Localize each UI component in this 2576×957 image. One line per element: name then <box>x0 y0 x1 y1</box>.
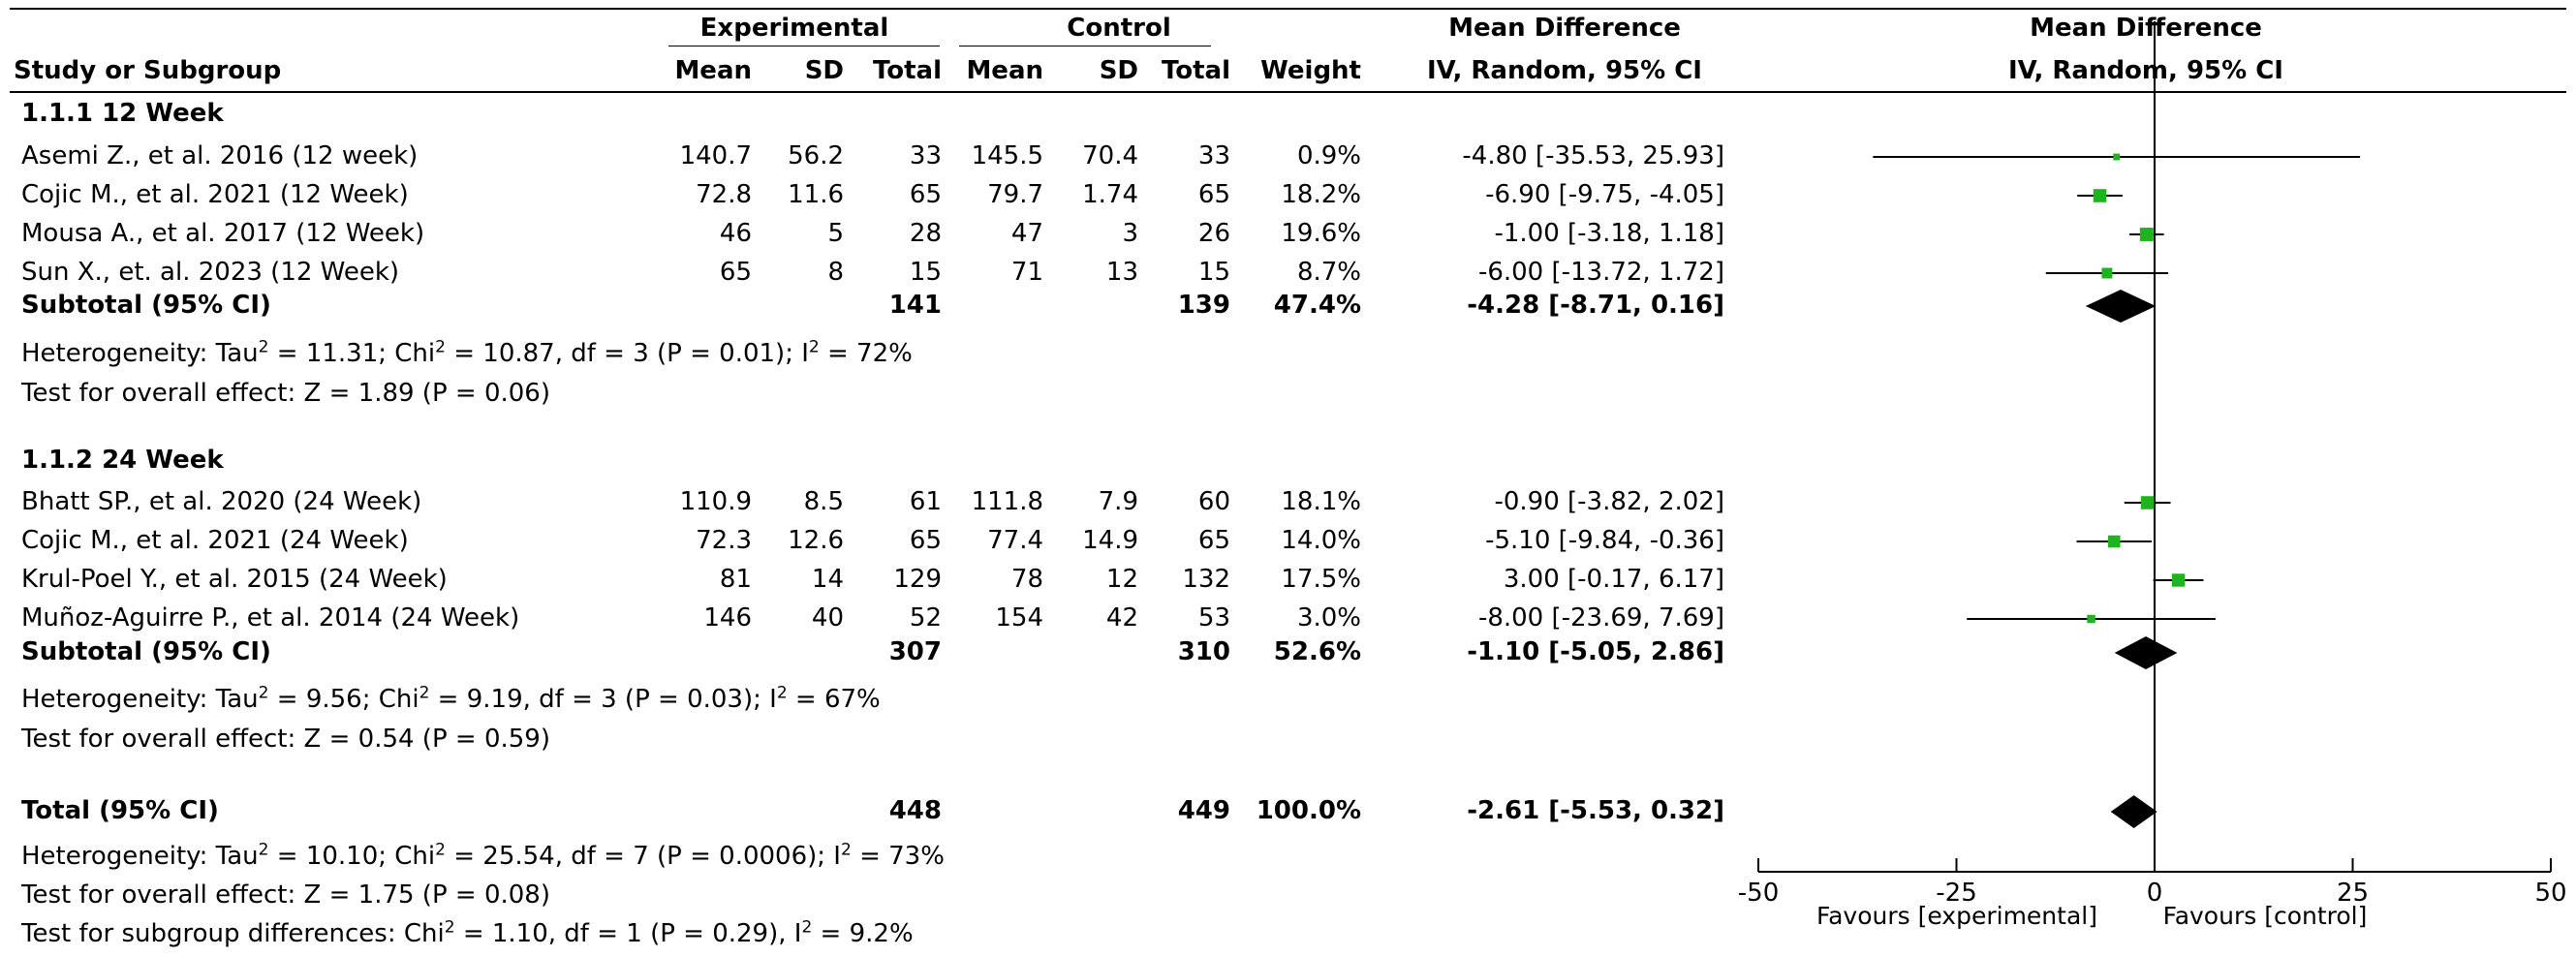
ci-text: -8.00 [-23.69, 7.69] <box>1477 603 1724 633</box>
exp-total: 61 <box>909 487 942 516</box>
ctl-total: 132 <box>1182 565 1230 594</box>
exp-sd: 8 <box>827 258 844 287</box>
ctl-mean: 78 <box>1010 565 1043 594</box>
exp-mean: 65 <box>719 258 752 287</box>
subtotal-ci-text: -4.28 [-8.71, 0.16] <box>1467 291 1724 320</box>
ctl-sd: 13 <box>1105 258 1138 287</box>
subtotal-exp-total: 307 <box>888 637 942 666</box>
study-effect-square <box>2141 496 2155 509</box>
total-exp-total: 448 <box>888 796 942 825</box>
ctl-mean: 71 <box>1010 258 1043 287</box>
ci-text: -6.90 [-9.75, -4.05] <box>1485 180 1724 209</box>
subgroup-label: 1.1.1 12 Week <box>21 99 224 128</box>
ctl-mean: 79.7 <box>987 180 1043 209</box>
weight: 19.6% <box>1281 219 1361 248</box>
exp-sd: 11.6 <box>788 180 844 209</box>
exp-mean: 110.9 <box>679 487 752 516</box>
x-tick-label: 25 <box>2336 879 2370 908</box>
ctl-total: 15 <box>1197 258 1230 287</box>
weight: 3.0% <box>1296 603 1361 633</box>
study-effect-square <box>2140 228 2154 241</box>
study-effect-square <box>2113 154 2120 161</box>
ctl-sd: 1.74 <box>1082 180 1138 209</box>
exp-mean: 146 <box>703 603 752 633</box>
ctl-sd: 42 <box>1105 603 1138 633</box>
exp-mean: 46 <box>719 219 752 248</box>
ctl-mean: 47 <box>1010 219 1043 248</box>
total-label: Total (95% CI) <box>21 796 219 825</box>
x-tick-label: 50 <box>2534 879 2567 908</box>
x-tick-label: 0 <box>2146 879 2163 908</box>
col-ctl-mean-header: Mean <box>966 56 1043 85</box>
study-effect-square <box>2108 536 2121 548</box>
ctl-mean: 77.4 <box>987 526 1043 555</box>
exp-mean: 72.3 <box>696 526 752 555</box>
ctl-sd: 12 <box>1105 565 1138 594</box>
ci-text: -4.80 [-35.53, 25.93] <box>1462 141 1724 170</box>
x-tick-label: -25 <box>1936 879 1977 908</box>
col-study-header: Study or Subgroup <box>14 56 282 85</box>
exp-total: 52 <box>909 603 942 633</box>
ctl-sd: 7.9 <box>1098 487 1138 516</box>
favours-control-label: Favours [control] <box>2162 902 2368 930</box>
ctl-mean: 154 <box>995 603 1043 633</box>
study-effect-square <box>2101 268 2112 279</box>
ctl-total: 53 <box>1197 603 1230 633</box>
ci-text: -5.10 [-9.84, -0.36] <box>1485 526 1724 555</box>
subtotal-ctl-total: 310 <box>1177 637 1230 666</box>
exp-total: 65 <box>909 526 942 555</box>
ctl-sd: 70.4 <box>1082 141 1138 170</box>
ci-text: -6.00 [-13.72, 1.72] <box>1477 258 1724 287</box>
md-column-title: Mean Difference <box>1448 14 1681 43</box>
study-name: Muñoz-Aguirre P., et al. 2014 (24 Week) <box>21 603 520 633</box>
subgroup-label: 1.1.2 24 Week <box>21 446 224 475</box>
exp-total: 65 <box>909 180 942 209</box>
total-ci-text: -2.61 [-5.53, 0.32] <box>1467 796 1724 825</box>
subtotal-ctl-total: 139 <box>1177 291 1230 320</box>
total-weight: 100.0% <box>1256 796 1361 825</box>
subtotal-ci-text: -1.10 [-5.05, 2.86] <box>1467 637 1724 666</box>
ctl-sd: 14.9 <box>1082 526 1138 555</box>
study-name: Krul-Poel Y., et al. 2015 (24 Week) <box>21 565 448 594</box>
plot-title: Mean Difference <box>2030 14 2262 43</box>
weight: 14.0% <box>1281 526 1361 555</box>
subtotal-label: Subtotal (95% CI) <box>21 637 271 666</box>
exp-sd: 8.5 <box>803 487 844 516</box>
col-exp-mean-header: Mean <box>674 56 752 85</box>
md-method-header: IV, Random, 95% CI <box>1427 56 1702 85</box>
group-experimental-label: Experimental <box>699 14 889 43</box>
ctl-total: 26 <box>1197 219 1230 248</box>
exp-sd: 5 <box>827 219 844 248</box>
group-control-label: Control <box>1067 14 1171 43</box>
overall-effect-text: Test for overall effect: Z = 0.54 (P = 0.59) <box>21 725 550 754</box>
total-ctl-total: 449 <box>1177 796 1230 825</box>
exp-total: 15 <box>909 258 942 287</box>
exp-sd: 40 <box>811 603 844 633</box>
overall-effect-text: Test for overall effect: Z = 1.89 (P = 0.06) <box>21 379 550 408</box>
ctl-mean: 145.5 <box>971 141 1043 170</box>
subtotal-weight: 52.6% <box>1273 637 1361 666</box>
study-name: Cojic M., et al. 2021 (12 Week) <box>21 180 409 209</box>
study-name: Cojic M., et al. 2021 (24 Week) <box>21 526 409 555</box>
col-exp-sd-header: SD <box>804 56 844 85</box>
subtotal-weight: 47.4% <box>1273 291 1361 320</box>
study-effect-square <box>2094 189 2107 202</box>
exp-mean: 140.7 <box>679 141 752 170</box>
col-weight-header: Weight <box>1260 56 1361 85</box>
exp-total: 28 <box>909 219 942 248</box>
exp-mean: 81 <box>719 565 752 594</box>
weight: 18.2% <box>1281 180 1361 209</box>
subtotal-label: Subtotal (95% CI) <box>21 291 271 320</box>
col-ctl-total-header: Total <box>1161 56 1230 85</box>
ci-text: -0.90 [-3.82, 2.02] <box>1494 487 1724 516</box>
ci-text: 3.00 [-0.17, 6.17] <box>1503 565 1724 594</box>
exp-mean: 72.8 <box>696 180 752 209</box>
exp-sd: 14 <box>811 565 844 594</box>
subtotal-exp-total: 141 <box>888 291 942 320</box>
ci-text: -1.00 [-3.18, 1.18] <box>1494 219 1724 248</box>
col-exp-total-header: Total <box>872 56 942 85</box>
summary-diamond <box>2115 636 2178 669</box>
study-name: Bhatt SP., et al. 2020 (24 Week) <box>21 487 422 516</box>
summary-diamond <box>2111 795 2157 828</box>
ctl-total: 60 <box>1197 487 1230 516</box>
total-overall-effect-text: Test for overall effect: Z = 1.75 (P = 0.08) <box>21 880 550 910</box>
summary-diamond <box>2086 290 2157 323</box>
ctl-total: 65 <box>1197 526 1230 555</box>
favours-experimental-label: Favours [experimental] <box>1816 902 2097 930</box>
col-ctl-sd-header: SD <box>1099 56 1138 85</box>
study-effect-square <box>2172 573 2185 586</box>
ctl-total: 65 <box>1197 180 1230 209</box>
study-name: Sun X., et. al. 2023 (12 Week) <box>21 258 400 287</box>
study-name: Asemi Z., et al. 2016 (12 week) <box>21 141 419 170</box>
weight: 8.7% <box>1296 258 1361 287</box>
exp-total: 129 <box>893 565 942 594</box>
weight: 0.9% <box>1296 141 1361 170</box>
weight: 17.5% <box>1281 565 1361 594</box>
ctl-mean: 111.8 <box>971 487 1043 516</box>
exp-sd: 56.2 <box>788 141 844 170</box>
heterogeneity-text: Heterogeneity: Tau$^2$ = 11.31; Chi$^2$ = 10.87, df = 3 (P = 0.01); $I^2 = 72\%$ <box>21 337 913 368</box>
heterogeneity-text: Heterogeneity: Tau$^2$ = 9.56; Chi$^2$ = 9.19, df = 3 (P = 0.03); $I^2 = 67\%$ <box>21 683 881 714</box>
study-name: Mousa A., et al. 2017 (12 Week) <box>21 219 425 248</box>
ctl-total: 33 <box>1197 141 1230 170</box>
total-heterogeneity-text: Heterogeneity: Tau$^2$ = 10.10; Chi$^2$ = 25.54, df = 7 (P = 0.0006); $I^2 = 73\%$ <box>21 840 945 871</box>
ctl-sd: 3 <box>1122 219 1138 248</box>
plot-method-header: IV, Random, 95% CI <box>2008 56 2283 85</box>
x-tick-label: -50 <box>1737 879 1780 908</box>
study-effect-square <box>2087 615 2095 623</box>
subgroup-differences-text: Test for subgroup differences: Chi$^2$ = 1.10, df = 1 (P = 0.29), $I^2 = 9.2\%$ <box>21 917 914 948</box>
weight: 18.1% <box>1281 487 1361 516</box>
exp-total: 33 <box>909 141 942 170</box>
exp-sd: 12.6 <box>788 526 844 555</box>
